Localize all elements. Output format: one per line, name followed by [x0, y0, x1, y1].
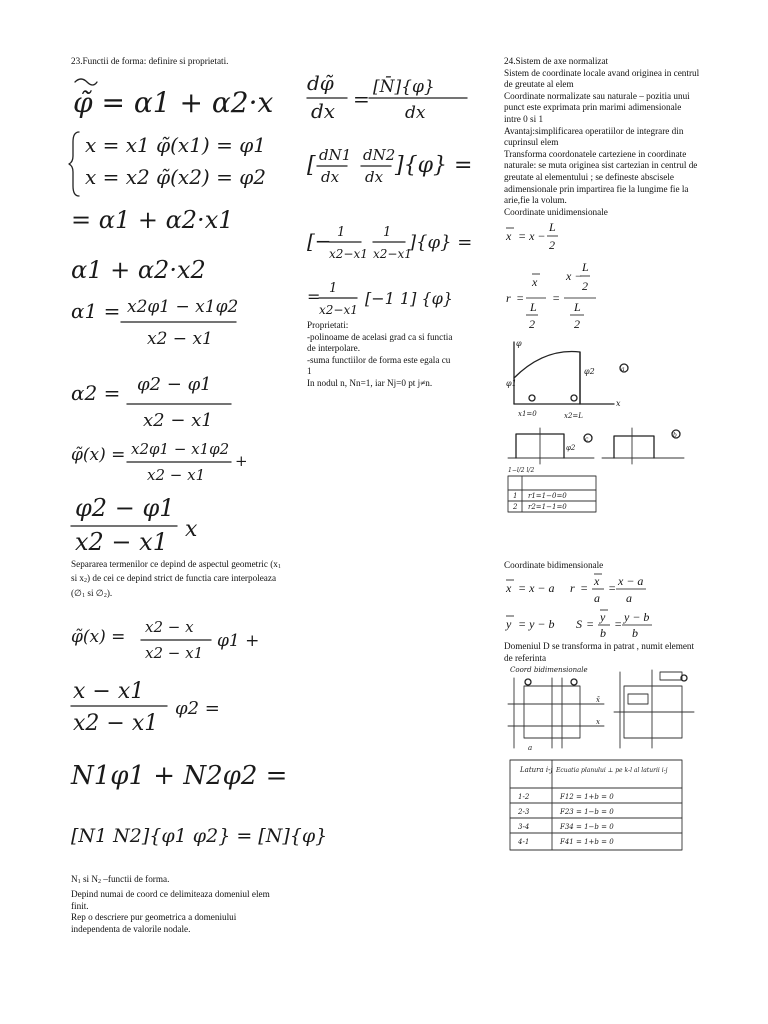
svg-text:x − x1: x − x1: [73, 679, 145, 705]
handwritten-eq-3: = α1 + α2·x1: [71, 205, 234, 234]
svg-text:a: a: [626, 590, 632, 605]
svg-text:φ1: φ1: [506, 378, 517, 388]
shape-function-derivation: [71, 68, 286, 556]
svg-text:φ̃(x) =: φ̃(x) =: [71, 444, 126, 465]
svg-text:= x − a: = x − a: [518, 580, 555, 595]
svg-text:x: x: [506, 580, 512, 595]
handwritten-eq-16: [307, 281, 453, 317]
svg-text:1: 1: [383, 225, 392, 240]
svg-text:L: L: [530, 300, 537, 315]
svg-text:2: 2: [513, 502, 518, 511]
svg-text:dN2: dN2: [363, 146, 396, 164]
handwritten-eq-1: [73, 79, 273, 119]
svg-text:2-3: 2-3: [518, 808, 530, 817]
section-23-title: 23.Functii de forma: definire si proprietati.: [71, 56, 229, 66]
svg-text:x: x: [532, 275, 538, 290]
svg-text:x: x: [185, 516, 198, 542]
svg-text:x2 − x1: x2 − x1: [145, 644, 204, 663]
paragraph-1: Sistem de coordinate locale avand originea in centrul de greutate al elem: [504, 67, 700, 90]
svg-text:b: b: [632, 625, 638, 638]
handwritten-eq-13: [307, 71, 467, 123]
svg-text:φ2: φ2: [566, 443, 576, 452]
derivative-derivation: [307, 72, 477, 320]
svg-text:[: [: [307, 153, 316, 178]
handwritten-eq-11: N1φ1 + N2φ2 =: [71, 761, 288, 792]
svg-text:α2 =: α2 =: [71, 380, 121, 405]
svg-text:x2 − x1: x2 − x1: [147, 328, 213, 349]
svg-text:x: x: [506, 229, 512, 244]
unidimensional-title: Coordinate unidimensionale: [504, 206, 608, 217]
svg-text:2: 2: [529, 317, 535, 332]
svg-text:x = x2 φ̃(x2) = φ2: x = x2 φ̃(x2) = φ2: [85, 164, 266, 189]
svg-text:dφ̃: dφ̃: [307, 71, 334, 95]
svg-text:α1 =: α1 =: [71, 298, 121, 323]
handwritten-eq-5: [71, 297, 238, 349]
svg-text:x2=L: x2=L: [564, 411, 583, 420]
svg-text:L: L: [549, 220, 556, 235]
svg-text:F34 = 1−b = 0: F34 = 1−b = 0: [560, 823, 614, 832]
svg-text:= x −: = x −: [518, 229, 546, 244]
svg-text:dx: dx: [405, 103, 426, 123]
middle-column: [307, 72, 477, 390]
svg-text:b: b: [673, 431, 677, 439]
handwritten-eq-9: [71, 618, 259, 662]
svg-text:=: =: [608, 580, 617, 595]
handwritten-eq-12: [N1 N2]{φ1 φ2} = [N]{φ}: [71, 825, 328, 848]
svg-text:a: a: [621, 365, 625, 373]
separation-text: Separarea termenilor ce depind de aspectul geometric (x1 si x2) de cei ce depind strict de functia care interpoleaza (∅1 si ∅2).: [71, 558, 281, 599]
svg-text:x2 − x1: x2 − x1: [143, 409, 213, 431]
svg-text:[N̄]{φ}: [N̄]{φ}: [373, 77, 435, 97]
handwritten-eq-2: [69, 132, 266, 196]
svg-text:x: x: [616, 398, 621, 408]
svg-text:]{φ} =: ]{φ} =: [395, 153, 473, 178]
svg-text:F12 = 1+b = 0: F12 = 1+b = 0: [560, 793, 614, 802]
svg-text:+: +: [235, 451, 248, 470]
properties-title: Proprietati:: [307, 320, 349, 330]
svg-text:=: =: [353, 87, 370, 111]
svg-text:=: =: [516, 291, 525, 306]
svg-text:φ2 − φ1: φ2 − φ1: [137, 373, 212, 395]
svg-text:dx: dx: [321, 168, 340, 186]
properties-block: Proprietati: -polinoame de acelasi grad ca si functia de interpolare. -suma functiilor de forma este egala cu 1 In nodul n, Nn=1, iar Nj=0 pt j≠n.: [307, 320, 453, 388]
svg-text:x2φ1 − x1φ2: x2φ1 − x1φ2: [131, 439, 230, 458]
formula-1d: [504, 218, 700, 334]
handwritten-eq-7: [71, 440, 248, 484]
svg-text:1-2: 1-2: [518, 793, 530, 802]
svg-text:r: r: [570, 580, 575, 595]
svg-text:x −: x −: [566, 269, 583, 284]
svg-text:1: 1: [329, 281, 338, 296]
svg-text:x2−x1: x2−x1: [329, 247, 368, 261]
shape-function-note: N1 si N2 –functii de forma. Depind numai de coord ce delimiteaza domeniul elem finit. Rep o descriere pur geometrica a domeniului independenta de valorile nodale.: [71, 874, 270, 934]
svg-text:Ecuatia planului ⊥ pe k-l al l: Ecuatia planului ⊥ pe k-l al laturii i-j: [556, 767, 668, 775]
svg-text:x2−x1: x2−x1: [373, 247, 412, 261]
svg-text:F23 = 1−b = 0: F23 = 1−b = 0: [560, 808, 614, 817]
svg-text:φ2 − φ1: φ2 − φ1: [75, 493, 175, 522]
svg-text:x2 − x: x2 − x: [145, 618, 194, 637]
svg-text:=: =: [586, 616, 595, 631]
table-2d-sides: [504, 754, 700, 854]
svg-text:x̄: x̄: [596, 696, 600, 705]
svg-text:x2−x1: x2−x1: [319, 303, 358, 317]
handwritten-eq-4: α1 + α2·x2: [71, 255, 206, 284]
svg-text:2: 2: [574, 317, 580, 332]
svg-text:x2φ1 − x1φ2: x2φ1 − x1φ2: [127, 296, 239, 317]
svg-text:1−l/2 l/2: 1−l/2 l/2: [508, 466, 535, 474]
domain-text: Domeniul D se transforma in patrat , numit element de referinta: [504, 641, 695, 663]
paragraph-3: Avantaj:simplificarea operatiilor de integrare din cuprinsul elem: [504, 125, 684, 148]
svg-text:Coord bidimensionale: Coord bidimensionale: [510, 666, 588, 675]
svg-text:=: =: [580, 580, 589, 595]
svg-text:b: b: [600, 625, 606, 638]
svg-text:φ2 =: φ2 =: [175, 698, 220, 720]
svg-text:r: r: [506, 291, 511, 306]
sketch-1d-normalized: [504, 428, 700, 518]
svg-text:x: x: [596, 718, 600, 727]
svg-text:y: y: [600, 609, 606, 624]
svg-text:2: 2: [582, 279, 588, 294]
section-24-title: 24.Sistem de axe normalizat: [504, 56, 609, 66]
paragraph-4: Transforma coordonatele carteziene in coordinate naturale: se muta originea sist cartezian in centrul de greutate al elementului ; se defineste abscisele adimensionale prin impartirea fie la lungime fie la arie,fie la volum.: [504, 148, 698, 206]
svg-text:4-1: 4-1: [518, 838, 530, 847]
shape-function-matrix-form: [71, 602, 328, 874]
svg-text:F41 = 1+b = 0: F41 = 1+b = 0: [560, 838, 614, 847]
handwritten-eq-14: [307, 146, 472, 186]
formula-2d: [504, 572, 700, 638]
svg-text:φ̃ = α1 + α2·x: φ̃ = α1 + α2·x: [73, 85, 274, 119]
svg-text:=: =: [307, 287, 321, 306]
svg-text:1: 1: [337, 225, 346, 240]
svg-text:]{φ} =: ]{φ} =: [409, 232, 473, 253]
svg-text:φ̃(x) =: φ̃(x) =: [71, 627, 126, 648]
svg-text:r2=1−1=0: r2=1−1=0: [528, 502, 567, 511]
svg-text:φ1 +: φ1 +: [217, 631, 260, 652]
svg-text:[−: [−: [307, 229, 332, 253]
svg-text:=: =: [552, 291, 561, 306]
svg-text:y: y: [506, 616, 512, 631]
svg-text:[−1 1] {φ}: [−1 1] {φ}: [365, 289, 453, 308]
svg-text:x1=0: x1=0: [518, 409, 537, 418]
svg-text:a: a: [594, 590, 600, 605]
svg-text:L: L: [574, 300, 581, 315]
svg-text:x = x1 φ̃(x1) = φ1: x = x1 φ̃(x1) = φ1: [85, 132, 266, 157]
svg-text:= y − b: = y − b: [518, 616, 555, 631]
svg-text:x: x: [594, 573, 600, 588]
bidimensional-title: Coordinate bidimensionale: [504, 559, 604, 570]
svg-text:r1=1−0=0: r1=1−0=0: [528, 491, 567, 500]
svg-text:φ2: φ2: [584, 366, 595, 376]
handwritten-eq-10: [71, 679, 220, 736]
svg-text:x2 − x1: x2 − x1: [147, 465, 206, 484]
svg-text:dx: dx: [311, 99, 336, 123]
svg-text:2: 2: [549, 238, 555, 253]
svg-text:L: L: [582, 260, 589, 275]
svg-text:x2 − x1: x2 − x1: [73, 711, 159, 737]
paragraph-2: Coordinate normalizate sau naturale – pozitia unui punct este exprimata prin marimi adimensionale intre 0 si 1: [504, 90, 690, 124]
svg-text:φ: φ: [516, 338, 522, 348]
svg-text:x − a: x − a: [618, 573, 644, 588]
svg-text:Latura i-j: Latura i-j: [520, 766, 553, 775]
svg-text:dN1: dN1: [319, 146, 352, 164]
svg-text:y − b: y − b: [624, 609, 650, 624]
svg-text:c: c: [585, 435, 589, 443]
handwritten-eq-8: [71, 494, 198, 556]
svg-text:=: =: [614, 616, 623, 631]
svg-text:a: a: [528, 744, 533, 753]
handwritten-eq-15: [307, 225, 472, 261]
right-column: [504, 56, 700, 854]
svg-text:3-4: 3-4: [518, 823, 530, 832]
handwritten-eq-6: [71, 374, 231, 431]
sketch-2d-reference-element: [504, 664, 700, 754]
sketch-1d-element: [504, 338, 700, 428]
svg-text:1: 1: [513, 491, 518, 500]
svg-text:x2 − x1: x2 − x1: [75, 527, 168, 556]
svg-text:S: S: [576, 616, 582, 631]
svg-text:dx: dx: [365, 168, 384, 186]
